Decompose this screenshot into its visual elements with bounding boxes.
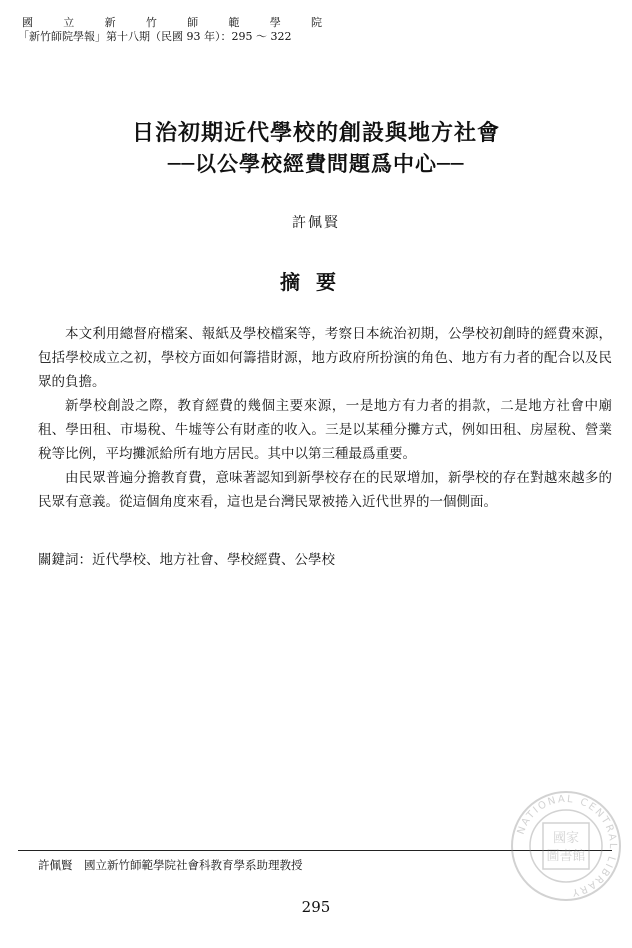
abstract-body [38, 322, 612, 514]
journal-name-char: 竹 [145, 16, 157, 29]
abstract-paragraph: 由民眾普遍分擔教育費，意味著認知到新學校存在的民眾增加，新學校的存在對越來越多的民眾有意義。從這個角度來看，這也是台灣民眾被捲入近代世界的一個側面。 [38, 470, 612, 510]
svg-text:國家: 國家 [552, 831, 580, 846]
paper-subtitle: ──以公學校經費問題爲中心── [167, 151, 465, 176]
journal-name-char: 立 [63, 16, 75, 29]
journal-name-char: 國 [22, 16, 33, 29]
abstract-heading: 摘要 [280, 270, 352, 294]
journal-name-char: 範 [228, 16, 240, 29]
journal-name-char: 學 [269, 16, 281, 29]
journal-name-char: 師 [187, 16, 199, 29]
svg-text:NATIONAL CENTRAL LIBRARY: NATIONAL CENTRAL LIBRARY [515, 793, 619, 898]
paper-title: 日治初期近代學校的創設與地方社會 [131, 120, 500, 146]
journal-name-char: 院 [310, 16, 322, 29]
abstract-paragraph: 新學校創設之際，教育經費的幾個主要來源，一是地方有力者的捐款，二是地方社會中廟租、學田租、市場稅、牛墟等公有財產的收入。三是以某種分攤方式，例如田租、房屋稅、營業稅等比例，平均攤派給所有地方居民。其中以第三種最爲重要。 [38, 398, 612, 462]
page-number: 295 [301, 898, 331, 916]
journal-citation: 「新竹師院學報」第十八期（民國 93 年）：295 ～ 322 [18, 30, 292, 43]
author-name: 許佩賢 [292, 215, 340, 231]
author-affiliation-footnote: 許佩賢 國立新竹師範學院社會科教育學系助理教授 [38, 858, 303, 872]
abstract-paragraph: 本文利用總督府檔案、報紙及學校檔案等，考察日本統治初期，公學校初創時的經費來源，包括學校成立之初，學校方面如何籌措財源，地方政府所扮演的角色、地方有力者的配合以及民眾的負擔。 [38, 326, 612, 390]
library-seal-watermark [510, 790, 622, 902]
journal-name-char: 新 [104, 16, 116, 29]
svg-text:圖書館: 圖書館 [546, 849, 586, 864]
keywords: 關鍵詞：近代學校、地方社會、學校經費、公學校 [38, 552, 335, 568]
